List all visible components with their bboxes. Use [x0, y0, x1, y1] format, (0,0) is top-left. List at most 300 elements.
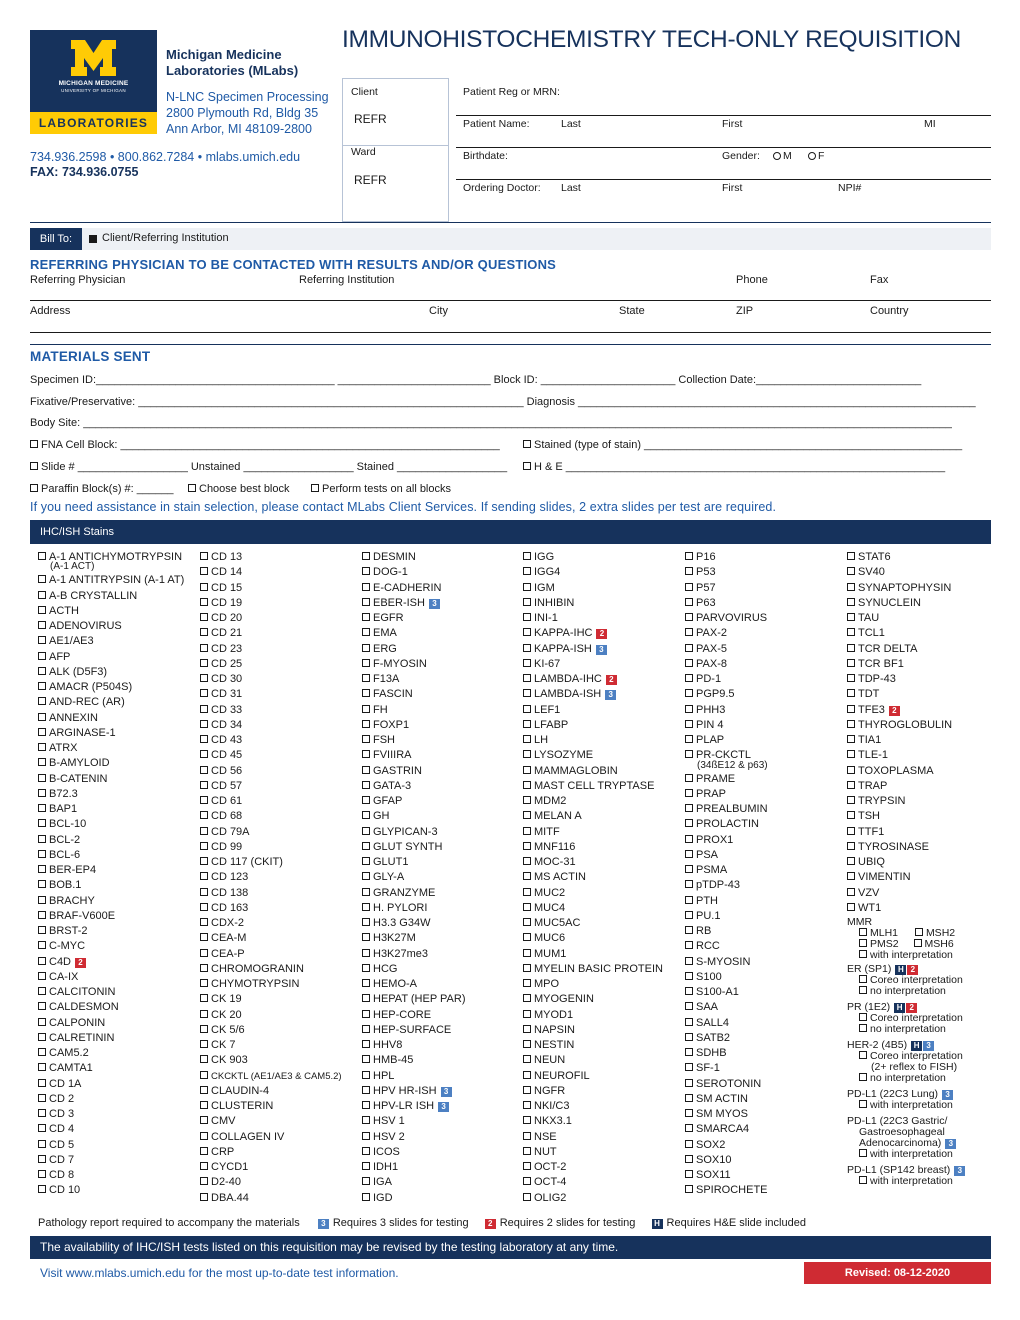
checkbox-icon[interactable]	[38, 682, 46, 690]
stain-item-synaptophysin[interactable]	[847, 581, 997, 596]
stain-item-ck-7[interactable]	[200, 1038, 358, 1053]
checkbox-icon[interactable]	[38, 1063, 46, 1071]
stain-item-brachy[interactable]	[38, 894, 196, 909]
checkbox-icon[interactable]	[685, 613, 693, 621]
checkbox-icon[interactable]	[523, 567, 531, 575]
stain-item-gastrin[interactable]	[362, 764, 520, 779]
stain-item-a-1-antitrypsin-a-1-at[interactable]	[38, 573, 196, 588]
checkbox-icon[interactable]	[38, 1140, 46, 1148]
checkbox-icon[interactable]	[523, 1193, 531, 1201]
checkbox-icon[interactable]	[523, 964, 531, 972]
checkbox-icon[interactable]	[200, 659, 208, 667]
stain-item-sv40[interactable]	[847, 565, 997, 580]
paraffin-row[interactable]	[30, 483, 173, 495]
her2-opt2[interactable]	[847, 1073, 997, 1084]
stain-item-lh[interactable]	[523, 733, 681, 748]
best-block-option[interactable]	[188, 483, 290, 495]
stained-type-checkbox-icon[interactable]	[523, 440, 531, 448]
checkbox-icon[interactable]	[847, 750, 855, 758]
checkbox-icon[interactable]	[200, 1055, 208, 1063]
stain-item-ck-5-6[interactable]	[200, 1023, 358, 1038]
stain-item-fh[interactable]	[362, 703, 520, 718]
stain-item-vimentin[interactable]	[847, 870, 997, 885]
checkbox-icon[interactable]	[685, 774, 693, 782]
stain-item-atrx[interactable]	[38, 741, 196, 756]
stain-item-hpl[interactable]	[362, 1069, 520, 1084]
stain-item-sm-myos[interactable]	[685, 1107, 843, 1122]
stain-item-cd-4[interactable]	[38, 1122, 196, 1137]
stain-item-tia1[interactable]	[847, 733, 997, 748]
checkbox-icon[interactable]	[38, 896, 46, 904]
stain-item-pu-1[interactable]	[685, 909, 843, 924]
stain-item-myelin-basic-protein[interactable]	[523, 962, 681, 977]
stain-item-p63[interactable]	[685, 596, 843, 611]
checkbox-icon[interactable]	[200, 796, 208, 804]
stain-item-plap[interactable]	[685, 733, 843, 748]
paraffin-checkbox-icon[interactable]	[30, 484, 38, 492]
stain-item-bob-1[interactable]	[38, 878, 196, 893]
checkbox-icon[interactable]	[200, 857, 208, 865]
stain-item-caldesmon[interactable]	[38, 1000, 196, 1015]
stain-item-prealbumin[interactable]	[685, 802, 843, 817]
stain-item-bcl-10[interactable]	[38, 817, 196, 832]
stain-item-ber-ep4[interactable]	[38, 863, 196, 878]
stain-item-psma[interactable]	[685, 863, 843, 878]
checkbox-icon[interactable]	[362, 659, 370, 667]
checkbox-icon[interactable]	[38, 1048, 46, 1056]
checkbox-icon[interactable]	[38, 926, 46, 934]
er-opt2[interactable]	[847, 986, 997, 997]
checkbox-icon[interactable]	[847, 659, 855, 667]
stain-item-cd-163[interactable]	[200, 901, 358, 916]
pms2-checkbox-icon[interactable]	[859, 939, 867, 947]
stain-item-ckcktl-ae1-ae3-cam5-2[interactable]	[200, 1069, 358, 1084]
checkbox-icon[interactable]	[200, 1162, 208, 1170]
stain-item-prolactin[interactable]	[685, 817, 843, 832]
checkbox-icon[interactable]	[685, 674, 693, 682]
checkbox-icon[interactable]	[362, 583, 370, 591]
stain-item-nkx3-1[interactable]	[523, 1114, 681, 1129]
checkbox-icon[interactable]	[362, 1055, 370, 1063]
checkbox-icon[interactable]	[523, 827, 531, 835]
stain-item-neun[interactable]	[523, 1053, 681, 1068]
stain-item-cd-99[interactable]	[200, 840, 358, 855]
checkbox-icon[interactable]	[523, 552, 531, 560]
pr-opt2-checkbox-icon[interactable]	[859, 1024, 867, 1032]
checkbox-icon[interactable]	[523, 735, 531, 743]
checkbox-icon[interactable]	[523, 1071, 531, 1079]
checkbox-icon[interactable]	[38, 789, 46, 797]
checkbox-icon[interactable]	[38, 1155, 46, 1163]
checkbox-icon[interactable]	[362, 979, 370, 987]
mmr-interp-checkbox-icon[interactable]	[859, 950, 867, 958]
checkbox-icon[interactable]	[685, 819, 693, 827]
checkbox-icon[interactable]	[523, 903, 531, 911]
checkbox-icon[interactable]	[362, 735, 370, 743]
stain-item-p16[interactable]	[685, 550, 843, 565]
stain-item-synuclein[interactable]	[847, 596, 997, 611]
checkbox-icon[interactable]	[200, 689, 208, 697]
checkbox-icon[interactable]	[523, 994, 531, 1002]
stain-item-nut[interactable]	[523, 1145, 681, 1160]
checkbox-icon[interactable]	[362, 918, 370, 926]
checkbox-icon[interactable]	[847, 872, 855, 880]
checkbox-icon[interactable]	[362, 1116, 370, 1124]
checkbox-icon[interactable]	[38, 743, 46, 751]
stain-item-myogenin[interactable]	[523, 992, 681, 1007]
pdl1-breast-opt[interactable]	[847, 1176, 997, 1187]
checkbox-icon[interactable]	[847, 598, 855, 606]
checkbox-icon[interactable]	[200, 903, 208, 911]
checkbox-icon[interactable]	[847, 705, 855, 713]
stain-item-egfr[interactable]	[362, 611, 520, 626]
stain-item-hhv8[interactable]	[362, 1038, 520, 1053]
checkbox-icon[interactable]	[38, 621, 46, 629]
stain-item-eber-ish[interactable]	[362, 596, 520, 611]
checkbox-icon[interactable]	[38, 1170, 46, 1178]
stain-item-mnf116[interactable]	[523, 840, 681, 855]
stain-item-cd-117-ckit[interactable]	[200, 855, 358, 870]
stain-item-cd-15[interactable]	[200, 581, 358, 596]
checkbox-icon[interactable]	[362, 750, 370, 758]
stain-item-nestin[interactable]	[523, 1038, 681, 1053]
checkbox-icon[interactable]	[362, 613, 370, 621]
checkbox-icon[interactable]	[200, 1132, 208, 1140]
gender-m-radio-icon[interactable]	[773, 152, 781, 160]
stain-item-cd-30[interactable]	[200, 672, 358, 687]
checkbox-icon[interactable]	[200, 781, 208, 789]
gender-f-radio-icon[interactable]	[808, 152, 816, 160]
patient-name-line[interactable]	[456, 147, 991, 148]
stain-item-ini-1[interactable]	[523, 611, 681, 626]
checkbox-icon[interactable]	[38, 865, 46, 873]
checkbox-icon[interactable]	[523, 1055, 531, 1063]
all-blocks-option[interactable]	[311, 483, 451, 495]
stain-item-muc2[interactable]	[523, 886, 681, 901]
fna-checkbox-icon[interactable]	[30, 440, 38, 448]
checkbox-icon[interactable]	[847, 781, 855, 789]
stain-item-saa[interactable]	[685, 1000, 843, 1015]
checkbox-icon[interactable]	[362, 1132, 370, 1140]
stain-item-acth[interactable]	[38, 604, 196, 619]
checkbox-icon[interactable]	[847, 888, 855, 896]
pdl1-gastric-checkbox-icon[interactable]	[859, 1149, 867, 1157]
stain-item-smarca4[interactable]	[685, 1122, 843, 1137]
checkbox-icon[interactable]	[362, 1010, 370, 1018]
stain-item-f-myosin[interactable]	[362, 657, 520, 672]
stain-item-s100-a1[interactable]	[685, 985, 843, 1000]
checkbox-icon[interactable]	[523, 1147, 531, 1155]
checkbox-icon[interactable]	[685, 957, 693, 965]
stain-item-cd-10[interactable]	[38, 1183, 196, 1198]
checkbox-icon[interactable]	[200, 644, 208, 652]
checkbox-icon[interactable]	[38, 819, 46, 827]
contact-line-2[interactable]	[30, 332, 991, 333]
stain-item-tyrosinase[interactable]	[847, 840, 997, 855]
stain-item-e-cadherin[interactable]	[362, 581, 520, 596]
checkbox-icon[interactable]	[200, 933, 208, 941]
checkbox-icon[interactable]	[523, 689, 531, 697]
checkbox-icon[interactable]	[685, 1170, 693, 1178]
stain-item-gata-3[interactable]	[362, 779, 520, 794]
stain-item-lambda-ihc[interactable]	[523, 672, 681, 687]
stain-item-clusterin[interactable]	[200, 1099, 358, 1114]
stain-item-hmb-45[interactable]	[362, 1053, 520, 1068]
checkbox-icon[interactable]	[685, 880, 693, 888]
fixative-row[interactable]: Fixative/Preservative: _______________________________________________________________ Diagnosis _________________________________________________________________	[30, 396, 976, 408]
checkbox-icon[interactable]	[200, 1193, 208, 1201]
stained-type-row[interactable]	[523, 439, 962, 451]
er-opt2-checkbox-icon[interactable]	[859, 986, 867, 994]
stain-item-hpv-hr-ish[interactable]	[362, 1084, 520, 1099]
stain-item-chymotrypsin[interactable]	[200, 977, 358, 992]
stain-item-hpv-lr-ish[interactable]	[362, 1099, 520, 1114]
stain-item-ms-actin[interactable]	[523, 870, 681, 885]
stain-item-pax-2[interactable]	[685, 626, 843, 641]
checkbox-icon[interactable]	[685, 1079, 693, 1087]
stain-item-a-b-crystallin[interactable]	[38, 589, 196, 604]
stain-item-trypsin[interactable]	[847, 794, 997, 809]
stain-item-b-catenin[interactable]	[38, 772, 196, 787]
stain-item-glypican-3[interactable]	[362, 825, 520, 840]
checkbox-icon[interactable]	[200, 827, 208, 835]
checkbox-icon[interactable]	[847, 796, 855, 804]
checkbox-icon[interactable]	[38, 591, 46, 599]
stain-item-pin-4[interactable]	[685, 718, 843, 733]
checkbox-icon[interactable]	[523, 674, 531, 682]
checkbox-icon[interactable]	[200, 628, 208, 636]
checkbox-icon[interactable]	[685, 865, 693, 873]
stain-item-b-amyloid[interactable]	[38, 756, 196, 771]
checkbox-icon[interactable]	[847, 857, 855, 865]
checkbox-icon[interactable]	[200, 674, 208, 682]
checkbox-icon[interactable]	[38, 552, 46, 560]
stain-item-mum1[interactable]	[523, 947, 681, 962]
stain-item-oct-4[interactable]	[523, 1175, 681, 1190]
stain-item-cd-43[interactable]	[200, 733, 358, 748]
stain-item-igg[interactable]	[523, 550, 681, 565]
stain-item-cd-68[interactable]	[200, 809, 358, 824]
stain-item-mdm2[interactable]	[523, 794, 681, 809]
stain-item-h3-3-g34w[interactable]	[362, 916, 520, 931]
checkbox-icon[interactable]	[200, 598, 208, 606]
stain-item-tcl1[interactable]	[847, 626, 997, 641]
checkbox-icon[interactable]	[38, 911, 46, 919]
contact-line-1[interactable]	[30, 300, 991, 301]
checkbox-icon[interactable]	[523, 781, 531, 789]
checkbox-icon[interactable]	[685, 972, 693, 980]
stain-item-ngfr[interactable]	[523, 1084, 681, 1099]
stain-item-parvovirus[interactable]	[685, 611, 843, 626]
stain-item-p57[interactable]	[685, 581, 843, 596]
stain-item-tau[interactable]	[847, 611, 997, 626]
stain-item-cd-34[interactable]	[200, 718, 358, 733]
stain-item-claudin-4[interactable]	[200, 1084, 358, 1099]
stain-item-hsv-1[interactable]	[362, 1114, 520, 1129]
pr-opt2[interactable]	[847, 1024, 997, 1035]
stain-item-ttf1[interactable]	[847, 825, 997, 840]
gender-m-option[interactable]	[773, 150, 792, 162]
stain-item-tdp-43[interactable]	[847, 672, 997, 687]
checkbox-icon[interactable]	[38, 835, 46, 843]
stain-item-lysozyme[interactable]	[523, 748, 681, 763]
stain-item-ae1-ae3[interactable]	[38, 634, 196, 649]
stain-item-sm-actin[interactable]	[685, 1092, 843, 1107]
checkbox-icon[interactable]	[685, 705, 693, 713]
checkbox-icon[interactable]	[685, 735, 693, 743]
checkbox-icon[interactable]	[362, 1086, 370, 1094]
stain-item-h-pylori[interactable]	[362, 901, 520, 916]
checkbox-icon[interactable]	[38, 774, 46, 782]
checkbox-icon[interactable]	[200, 1071, 208, 1079]
stain-item-dba-44[interactable]	[200, 1191, 358, 1206]
stain-item-cd-3[interactable]	[38, 1107, 196, 1122]
stain-item-igg4[interactable]	[523, 565, 681, 580]
stain-item-moc-31[interactable]	[523, 855, 681, 870]
stain-item-tdt[interactable]	[847, 687, 997, 702]
checkbox-icon[interactable]	[685, 552, 693, 560]
checkbox-icon[interactable]	[685, 1124, 693, 1132]
checkbox-icon[interactable]	[685, 567, 693, 575]
stain-item-tle-1[interactable]	[847, 748, 997, 763]
pdl1-gastric-opt[interactable]	[847, 1149, 997, 1160]
stain-item-cd-20[interactable]	[200, 611, 358, 626]
stain-item-camta1[interactable]	[38, 1061, 196, 1076]
stain-item-cd-61[interactable]	[200, 794, 358, 809]
stain-item-stat6[interactable]	[847, 550, 997, 565]
checkbox-icon[interactable]	[685, 750, 693, 758]
checkbox-icon[interactable]	[847, 567, 855, 575]
stain-item-cd-13[interactable]	[200, 550, 358, 565]
checkbox-icon[interactable]	[38, 636, 46, 644]
checkbox-icon[interactable]	[685, 1048, 693, 1056]
checkbox-icon[interactable]	[685, 1002, 693, 1010]
checkbox-icon[interactable]	[523, 628, 531, 636]
stain-item-pax-8[interactable]	[685, 657, 843, 672]
stain-item-cmv[interactable]	[200, 1114, 358, 1129]
checkbox-icon[interactable]	[362, 644, 370, 652]
checkbox-icon[interactable]	[38, 987, 46, 995]
checkbox-icon[interactable]	[847, 613, 855, 621]
checkbox-icon[interactable]	[685, 720, 693, 728]
checkbox-icon[interactable]	[38, 1018, 46, 1026]
stain-item-lfabp[interactable]	[523, 718, 681, 733]
checkbox-icon[interactable]	[362, 1162, 370, 1170]
stain-item-p53[interactable]	[685, 565, 843, 580]
stain-item-hsv-2[interactable]	[362, 1130, 520, 1145]
checkbox-icon[interactable]	[523, 766, 531, 774]
checkbox-icon[interactable]	[38, 1109, 46, 1117]
stain-item-tsh[interactable]	[847, 809, 997, 824]
stain-item-iga[interactable]	[362, 1175, 520, 1190]
all-blocks-checkbox-icon[interactable]	[311, 484, 319, 492]
slide-row[interactable]	[30, 461, 507, 473]
stain-item-afp[interactable]	[38, 650, 196, 665]
checkbox-icon[interactable]	[200, 766, 208, 774]
stain-item-cd-138[interactable]	[200, 886, 358, 901]
checkbox-icon[interactable]	[523, 918, 531, 926]
stain-item-s100[interactable]	[685, 970, 843, 985]
stain-item-d2-40[interactable]	[200, 1175, 358, 1190]
stain-item-gly-a[interactable]	[362, 870, 520, 885]
checkbox-icon[interactable]	[362, 842, 370, 850]
stain-item-bap1[interactable]	[38, 802, 196, 817]
stain-item-rb[interactable]	[685, 924, 843, 939]
checkbox-icon[interactable]	[523, 888, 531, 896]
checkbox-icon[interactable]	[847, 583, 855, 591]
stain-item-cd-19[interactable]	[200, 596, 358, 611]
stain-item-calcitonin[interactable]	[38, 985, 196, 1000]
stain-item-cd-2[interactable]	[38, 1092, 196, 1107]
checkbox-icon[interactable]	[362, 567, 370, 575]
checkbox-icon[interactable]	[685, 644, 693, 652]
checkbox-icon[interactable]	[685, 659, 693, 667]
checkbox-icon[interactable]	[685, 583, 693, 591]
checkbox-icon[interactable]	[685, 789, 693, 797]
er-opt1-checkbox-icon[interactable]	[859, 975, 867, 983]
stain-item-sall4[interactable]	[685, 1016, 843, 1031]
stain-item-kappa-ihc[interactable]	[523, 626, 681, 641]
checkbox-icon[interactable]	[847, 842, 855, 850]
checkbox-icon[interactable]	[523, 644, 531, 652]
checkbox-icon[interactable]	[362, 796, 370, 804]
checkbox-icon[interactable]	[38, 1124, 46, 1132]
stain-item-igm[interactable]	[523, 581, 681, 596]
stain-item-glut-synth[interactable]	[362, 840, 520, 855]
stain-item-hemo-a[interactable]	[362, 977, 520, 992]
checkbox-icon[interactable]	[362, 949, 370, 957]
stain-item-phh3[interactable]	[685, 703, 843, 718]
checkbox-icon[interactable]	[38, 1033, 46, 1041]
stain-item-vzv[interactable]	[847, 886, 997, 901]
checkbox-icon[interactable]	[362, 933, 370, 941]
stain-item-cea-p[interactable]	[200, 947, 358, 962]
stain-item-cd-25[interactable]	[200, 657, 358, 672]
checkbox-icon[interactable]	[200, 1177, 208, 1185]
stain-item-fascin[interactable]	[362, 687, 520, 702]
stain-item-cd-5[interactable]	[38, 1138, 196, 1153]
stain-item-sox10[interactable]	[685, 1153, 843, 1168]
stain-item-cd-56[interactable]	[200, 764, 358, 779]
stain-item-amacr-p504s[interactable]	[38, 680, 196, 695]
checkbox-icon[interactable]	[362, 552, 370, 560]
checkbox-icon[interactable]	[523, 1132, 531, 1140]
he-row[interactable]	[523, 461, 945, 473]
checkbox-icon[interactable]	[200, 1040, 208, 1048]
stain-item-pax-5[interactable]	[685, 642, 843, 657]
stain-item-sdhb[interactable]	[685, 1046, 843, 1061]
stain-item-inhibin[interactable]	[523, 596, 681, 611]
specimen-row[interactable]: Specimen ID:_______________________________________ _________________________ Block ID: ______________________ Collection Date:___________________________	[30, 374, 922, 386]
checkbox-icon[interactable]	[38, 850, 46, 858]
msh2-checkbox-icon[interactable]	[915, 928, 923, 936]
stain-item-melan-a[interactable]	[523, 809, 681, 824]
checkbox-icon[interactable]	[200, 750, 208, 758]
stain-item-chromogranin[interactable]	[200, 962, 358, 977]
stain-item-adenovirus[interactable]	[38, 619, 196, 634]
stain-item-ptdp-43[interactable]	[685, 878, 843, 893]
checkbox-icon[interactable]	[847, 766, 855, 774]
checkbox-icon[interactable]	[362, 1177, 370, 1185]
checkbox-icon[interactable]	[362, 598, 370, 606]
checkbox-icon[interactable]	[523, 1101, 531, 1109]
stain-item-cdx-2[interactable]	[200, 916, 358, 931]
checkbox-icon[interactable]	[200, 872, 208, 880]
checkbox-icon[interactable]	[200, 994, 208, 1002]
checkbox-icon[interactable]	[685, 1018, 693, 1026]
checkbox-icon[interactable]	[38, 1079, 46, 1087]
checkbox-icon[interactable]	[362, 1147, 370, 1155]
